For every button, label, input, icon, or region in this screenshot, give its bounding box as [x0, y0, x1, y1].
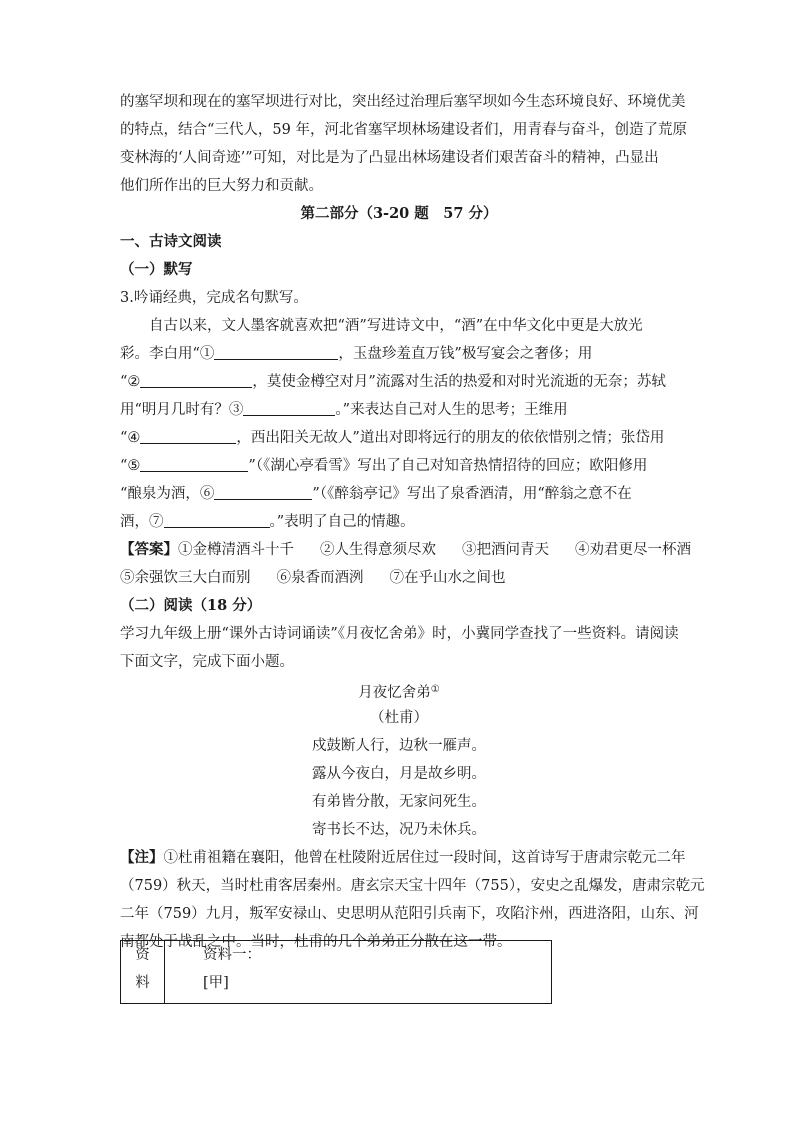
- poem-line: 露从今夜白，月是故乡明。: [312, 766, 486, 782]
- note-line: （759）秋天，当时杜甫客居秦州。唐玄宗天宝十四年（755），安史之乱爆发，唐肃宗乾元: [120, 878, 705, 894]
- fill-blank-6[interactable]: [214, 483, 312, 500]
- answer-item: ③把酒问青天: [462, 542, 549, 558]
- answer-item: ⑥泉香而酒洌: [276, 570, 364, 586]
- fill-blank-5[interactable]: [140, 455, 248, 472]
- note-line: 二年（759）九月，叛军安禄山、史思明从范阳引兵南下，攻陷汴州，西进洛阳，山东、河: [120, 906, 699, 922]
- question-text: 用“明月几时有？③ 。”来表达自己对人生的思考；王维用: [120, 396, 678, 424]
- reference-table-cell: [165, 941, 552, 1004]
- reference-table: [120, 940, 552, 1004]
- poem-line: 寄书长不达，况乃未休兵。: [312, 822, 486, 838]
- subsection-title: （一）默写: [120, 261, 193, 278]
- question-text: 酒，⑦ 。”表明了自己的情趣。: [120, 508, 678, 536]
- subsection-title: （二）阅读（18 分）: [120, 597, 262, 614]
- poem-line: 戍鼓断人行，边秋一雁声。: [312, 738, 486, 754]
- fill-blank-7[interactable]: [164, 511, 270, 528]
- question-text: “⑤ ”（《湖心亭看雪》写出了自己对知音热情招待的回应；欧阳修用: [120, 452, 678, 480]
- intro-line: 的特点，结合“三代人，59 年，河北省塞罕坝林场建设者们，用青春与奋斗，创造了荒原: [120, 122, 687, 138]
- question-text: “④ ，西出阳关无故人”道出对即将远行的朋友的依依惜别之情；张岱用: [120, 424, 678, 452]
- intro-line: 他们所作出的巨大努力和贡献。: [120, 178, 323, 194]
- fill-blank-2[interactable]: [140, 371, 252, 388]
- note-label: 【注】: [120, 849, 164, 866]
- footnote-marker: ①: [430, 684, 440, 695]
- answer-item: ②人生得意须尽欢: [320, 542, 436, 558]
- fill-blank-1[interactable]: [214, 343, 338, 360]
- answer-item: ①金樽清酒斗十千: [178, 542, 294, 558]
- fill-blank-4[interactable]: [140, 427, 236, 444]
- question-text: “② ，莫使金樽空对月”流露对生活的热爱和对时光流逝的无奈；苏轼: [120, 368, 678, 396]
- question-stem: 3.吟诵经典，完成名句默写。: [120, 290, 308, 306]
- answer-line: [120, 564, 678, 592]
- question-text: “酿泉为酒，⑥ ”（《醉翁亭记》写出了泉香酒清，用“醉翁之意不在: [120, 480, 678, 508]
- answer-item: ⑤余强饮三大白而别: [120, 570, 251, 586]
- question-text: 彩。李白用“① ，玉盘珍羞直万钱”极写宴会之奢侈；用: [120, 340, 678, 368]
- poem-author: （杜甫）: [370, 710, 428, 726]
- question-text: 自古以来，文人墨客就喜欢把“酒”写进诗文中，“酒”在中华文化中更是大放光: [149, 318, 643, 334]
- reading-intro: 学习九年级上册“课外古诗词诵读”《月夜忆舍弟》时，小冀同学查找了一些资料。请阅读: [120, 626, 679, 642]
- fill-blank-3[interactable]: [243, 399, 335, 416]
- answer-label: 【答案】: [120, 541, 178, 558]
- part-two-title: 第二部分（3-20 题 57 分）: [300, 205, 498, 222]
- section-title: 一、古诗文阅读: [120, 233, 222, 250]
- note-line: 【注】①杜甫祖籍在襄阳，他曾在杜陵附近居住过一段时间，这首诗写于唐肃宗乾元二年: [120, 849, 686, 866]
- note-line: 南都处于战乱之中。当时，杜甫的几个弟弟正分散在这一带。: [120, 934, 512, 950]
- reading-intro: 下面文字，完成下面小题。: [120, 654, 294, 670]
- answer-item: ⑦在乎山水之间也: [389, 570, 506, 586]
- poem-line: 有弟皆分散，无家问死生。: [312, 794, 486, 810]
- answer-item: ④劝君更尽一杯酒: [575, 542, 691, 558]
- poem-title: 月夜忆舍弟①: [358, 684, 440, 701]
- document-page: [120, 88, 705, 956]
- reference-item-placeholder: [甲]: [203, 975, 229, 991]
- intro-line: 变林海的‘人间奇迹’”可知，对比是为了凸显出林场建设者们艰苦奋斗的精神，凸显出: [120, 150, 659, 166]
- reference-item-label: 资料一：: [203, 947, 261, 963]
- answer-line: [120, 536, 691, 564]
- reference-table-header: 资 料: [121, 941, 165, 1004]
- intro-line: 的塞罕坝和现在的塞罕坝进行对比，突出经过治理后塞罕坝如今生态环境良好、环境优美: [120, 94, 686, 110]
